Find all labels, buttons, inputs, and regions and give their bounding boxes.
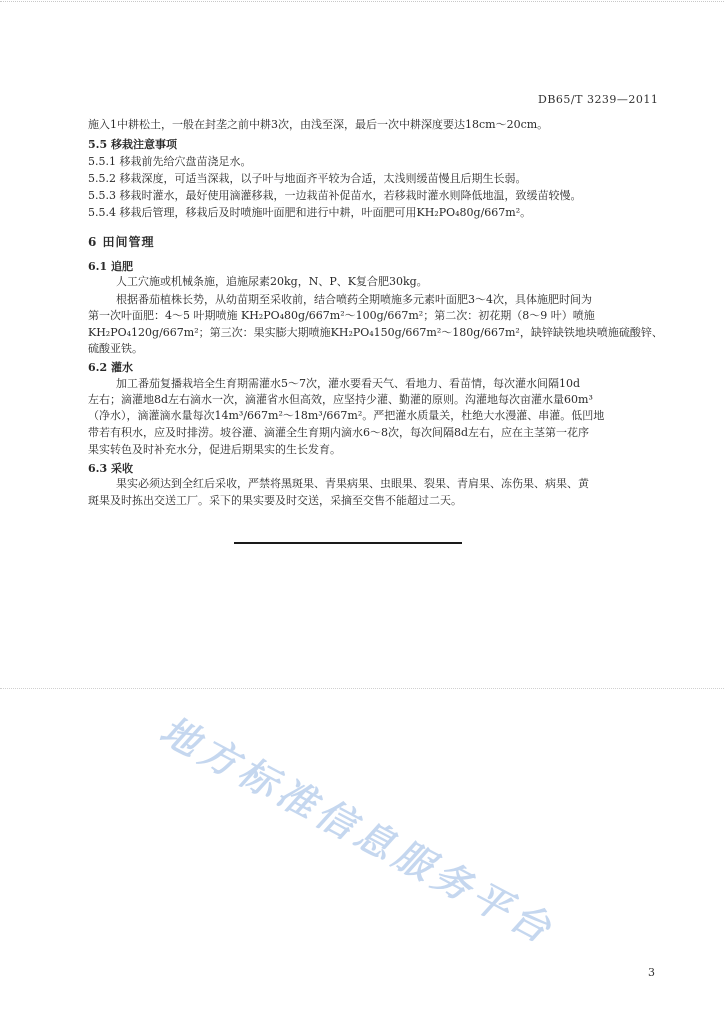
- paragraph-6-2-line: 果实转色及时补充水分，促进后期果实的生长发育。: [88, 443, 341, 456]
- paragraph-6-3-line: 斑果及时拣出交送工厂。采下的果实要及时交送，采摘至交售不能超过二天。: [88, 494, 462, 507]
- page-number: 3: [648, 966, 655, 979]
- item-5-5-2: 5.5.2 移栽深度，可适当深栽，以子叶与地面齐平较为合适，太浅则缓苗慢且后期生长弱。: [88, 172, 527, 185]
- section-heading-5-5: 5.5 移栽注意事项: [88, 138, 177, 151]
- item-5-5-4: 5.5.4 移栽后管理，移栽后及时喷施叶面肥和进行中耕，叶面肥可用KH₂PO₄80g/667m²。: [88, 206, 532, 219]
- section-heading-6-3: 6.3 采收: [88, 462, 133, 475]
- paragraph-6-1-line: 人工穴施或机械条施，追施尿素20kg，N、P、K复合肥30kg。: [116, 275, 428, 288]
- scan-border-line: [0, 688, 724, 689]
- section-heading-6-1: 6.1 追肥: [88, 260, 133, 273]
- paragraph-6-2-line: （净水），滴灌滴水量每次14m³/667m²～18m³/667m²。严把灌水质量关，杜绝大水漫灌、串灌。低凹地: [88, 409, 605, 422]
- paragraph-6-3-line: 果实必须达到全红后采收，严禁将黑斑果、青果病果、虫眼果、裂果、青肩果、冻伤果、病果、黄: [116, 477, 589, 490]
- paragraph-6-1-line: 硫酸亚铁。: [88, 342, 143, 355]
- item-5-5-3: 5.5.3 移栽时灌水，最好使用滴灌移栽，一边栽苗补促苗水，若移栽时灌水则降低地温，致缓苗较慢。: [88, 189, 582, 202]
- doc-code: DB65/T 3239—2011: [538, 93, 659, 106]
- paragraph-6-2-line: 加工番茄复播栽培全生育期需灌水5～7次，灌水要看天气、看地力、看苗情，每次灌水间隔10d: [116, 377, 581, 390]
- end-rule: [234, 542, 462, 544]
- watermark: 地方标准信息服务平台: [153, 707, 563, 954]
- paragraph-6-1-line: 根据番茄植株长势，从幼苗期至采收前，结合喷药全期喷施多元素叶面肥3～4次，具体施肥时间为: [116, 293, 592, 306]
- paragraph-6-2-line: 左右；滴灌地8d左右滴水一次，滴灌省水但高效，应坚持少灌、勤灌的原则。沟灌地每次亩灌水量60m³: [88, 393, 593, 406]
- section-heading-6-2: 6.2 灌水: [88, 361, 133, 374]
- section-heading-6: 6 田间管理: [88, 235, 155, 249]
- item-5-5-1: 5.5.1 移栽前先给穴盘苗浇足水。: [88, 155, 252, 168]
- paragraph-line: 施入1中耕松土，一般在封垄之前中耕3次，由浅至深，最后一次中耕深度要达18cm～20cm。: [88, 118, 549, 131]
- paragraph-6-1-line: 第一次叶面肥：4～5 叶期喷施 KH₂PO₄80g/667m²～100g/667m²；第二次：初花期（8～9 叶）喷施: [88, 309, 595, 322]
- paragraph-6-2-line: 带若有积水，应及时排涝。坡谷灌、滴灌全生育期内滴水6～8次，每次间隔8d左右，应在主茎第一花序: [88, 426, 590, 439]
- top-scan-border: [0, 1, 724, 2]
- paragraph-6-1-line: KH₂PO₄120g/667m²；第三次：果实膨大期喷施KH₂PO₄150g/667m²～180g/667m²，缺锌缺铁地块喷施硫酸锌、: [88, 326, 663, 339]
